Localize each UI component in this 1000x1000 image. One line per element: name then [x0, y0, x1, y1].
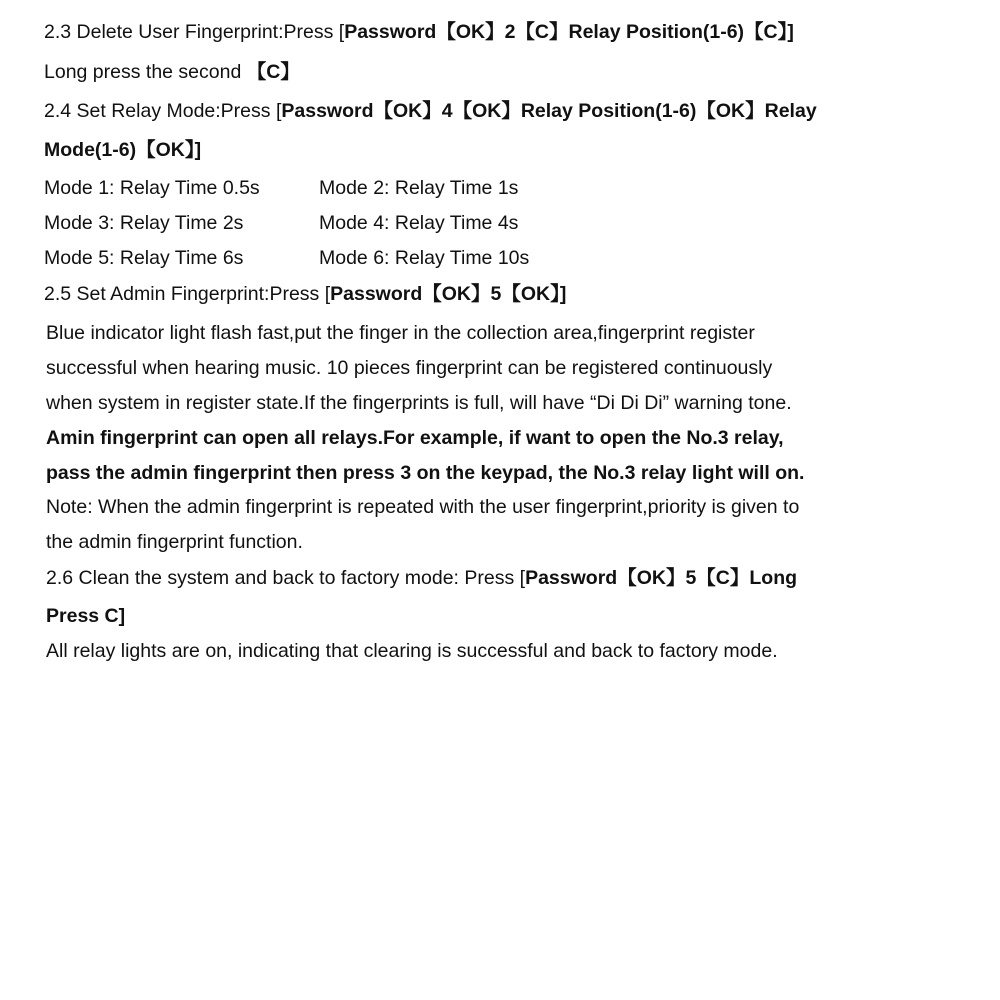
- section-2-3-heading: [44, 20, 794, 44]
- section-2-6-keys-2: Press C]: [46, 605, 126, 627]
- section-2-3-note-key: 【C】: [246, 61, 300, 83]
- section-2-6-keys-1: Password【OK】5【C】Long: [525, 567, 798, 589]
- section-2-5-keys: Password【OK】5【OK】]: [330, 283, 567, 305]
- section-2-3-keys: Password【OK】2【C】Relay Position(1-6)【C】]: [344, 21, 794, 43]
- section-2-3-intro: 2.3 Delete User Fingerprint:Press [: [44, 21, 345, 43]
- section-2-3-note: [44, 60, 300, 84]
- mode-2: Mode 2: Relay Time 1s: [319, 177, 519, 199]
- section-2-4-heading: [44, 99, 817, 123]
- section-2-6-result: All relay lights are on, indicating that clearing is successful and back to factory mode.: [46, 640, 778, 662]
- mode-row: [44, 176, 519, 200]
- section-2-5-paragraph-line-1: Blue indicator light flash fast,put the finger in the collection area,fingerprint register: [46, 322, 755, 344]
- section-2-5-note-line-2: the admin fingerprint function.: [46, 531, 303, 553]
- section-2-5-heading: [44, 282, 566, 306]
- section-2-5-paragraph-line-3: when system in register state.If the fingerprints is full, will have “Di Di Di” warning tone.: [46, 392, 792, 414]
- section-2-5-bold-line-1: Amin fingerprint can open all relays.For example, if want to open the No.3 relay,: [46, 427, 784, 449]
- mode-5: Mode 5: Relay Time 6s: [44, 247, 244, 269]
- section-2-5-paragraph-line-2: successful when hearing music. 10 pieces fingerprint can be registered continuously: [46, 357, 773, 379]
- mode-row: [44, 246, 530, 270]
- mode-1: Mode 1: Relay Time 0.5s: [44, 177, 260, 199]
- mode-6: Mode 6: Relay Time 10s: [319, 247, 530, 269]
- section-2-6-heading: [46, 566, 797, 590]
- section-2-5-intro: 2.5 Set Admin Fingerprint:Press [: [44, 283, 331, 305]
- section-2-4-intro: 2.4 Set Relay Mode:Press [: [44, 100, 282, 122]
- section-2-4-keys-2: Mode(1-6)【OK】]: [44, 139, 202, 161]
- section-2-6-intro: 2.6 Clean the system and back to factory mode: Press [: [46, 567, 526, 589]
- section-2-5-note-line-1: Note: When the admin fingerprint is repeated with the user fingerprint,priority is given to: [46, 496, 800, 518]
- section-2-3-note-text: Long press the second: [44, 61, 247, 83]
- section-2-5-bold-line-2: pass the admin fingerprint then press 3 on the keypad, the No.3 relay light will on.: [46, 462, 805, 484]
- mode-3: Mode 3: Relay Time 2s: [44, 212, 244, 234]
- section-2-4-keys-1: Password【OK】4【OK】Relay Position(1-6)【OK】Relay: [281, 100, 817, 122]
- mode-row: [44, 211, 519, 235]
- mode-4: Mode 4: Relay Time 4s: [319, 212, 519, 234]
